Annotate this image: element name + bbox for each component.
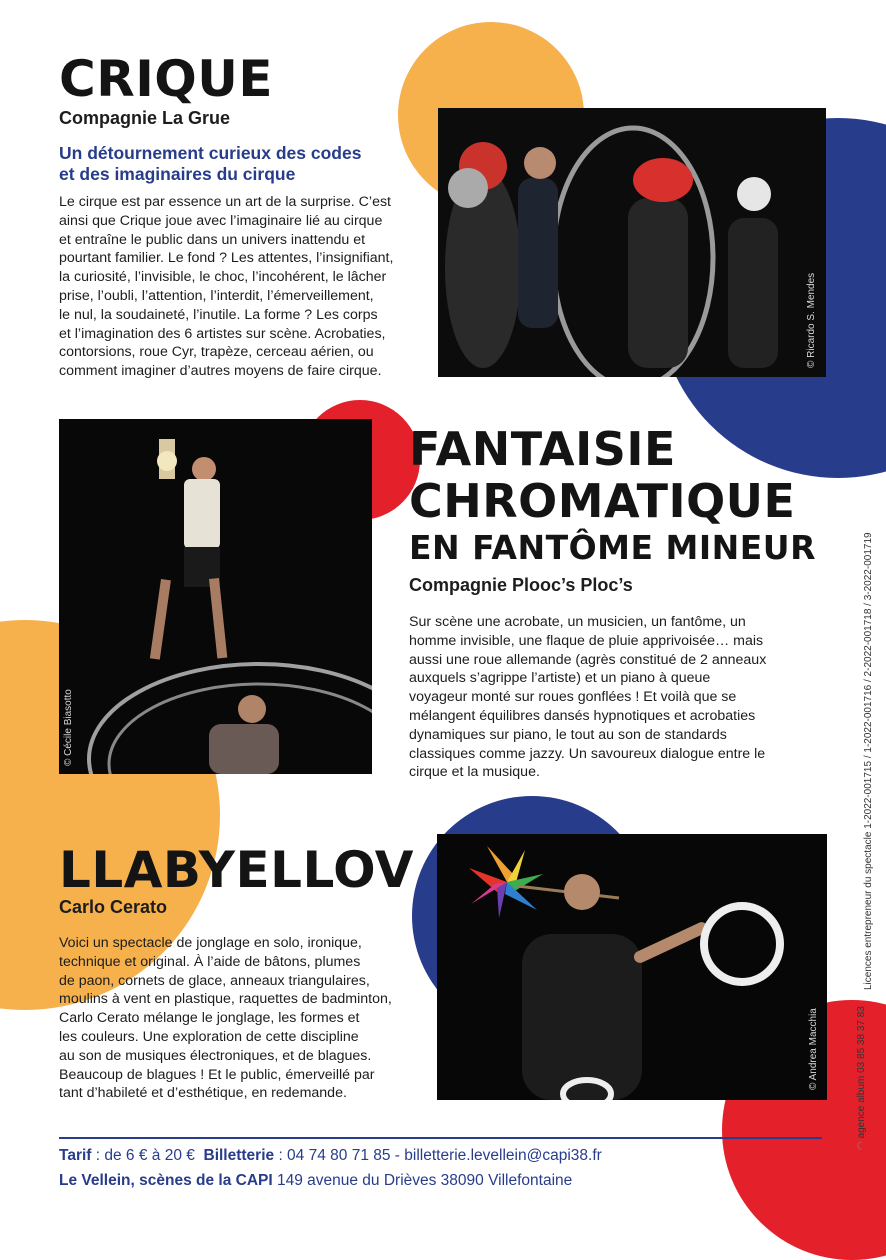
- body-line: technique et original. À l’aide de bâtons, plumes: [59, 953, 361, 970]
- venue-address: 149 avenue du Drièves 38090 Villefontaine: [272, 1172, 573, 1189]
- body-line: ainsi que Crique joue avec l’imaginaire lié au cirque: [59, 212, 383, 229]
- body-line: dynamiques sur piano, le tout au son de standards: [409, 726, 727, 743]
- photo-credit: © Andrea Macchia: [808, 1008, 819, 1090]
- billetterie-contact[interactable]: : 04 74 80 71 85 - billetterie.levellein@capi38.fr: [274, 1147, 602, 1164]
- agency-label: agence album 03 85 38 37 83: [856, 1006, 867, 1139]
- body-line: moulins à vent en plastique, raquettes de badminton,: [59, 991, 392, 1008]
- body-line: la curiosité, l’invisible, le choc, l’incohérent, le lâcher: [59, 269, 387, 286]
- body-line: le nul, la soudaineté, l’inutile. La forme ? Les corps: [59, 306, 378, 323]
- show-tagline-crique: [59, 143, 361, 185]
- footer-venue: [59, 1172, 572, 1190]
- body-line: voyageur monté sur roues gonflées ! Et voilà que se: [409, 689, 737, 706]
- venue-name: Le Vellein, scènes de la CAPI: [59, 1172, 273, 1189]
- show-description-llabyellov: [59, 934, 392, 1103]
- agency-logo-icon: ◠: [856, 1138, 867, 1150]
- body-line: de paon, cornets de glace, anneaux triangulaires,: [59, 972, 370, 989]
- show-company-fantaisie: Compagnie Plooc’s Ploc’s: [409, 575, 633, 595]
- show-company-crique: Compagnie La Grue: [59, 108, 231, 128]
- agency-note: [856, 1006, 867, 1150]
- body-line: Beaucoup de blagues ! Et le public, émerveillé par: [59, 1066, 375, 1083]
- body-line: les couleurs. Une exploration de cette discipline: [59, 1028, 359, 1045]
- body-line: comment imaginer d’autres moyens de faire cirque.: [59, 363, 382, 380]
- body-line: aussi une roue allemande (agrès constitué de 2 anneaux: [409, 651, 767, 668]
- body-line: Le cirque est par essence un art de la surprise. C’est: [59, 194, 391, 210]
- show-title-llabyellov: LLABYELLOV: [59, 841, 414, 899]
- photo-credit: © Ricardo S. Mendes: [806, 272, 817, 368]
- body-line: homme invisible, une flaque de pluie apprivoisée… mais: [409, 632, 764, 649]
- body-line: pourtant familier. Le fond ? Les attentes, l’insignifiant,: [59, 250, 394, 267]
- show-title-fantaisie-line1: FANTAISIE: [409, 422, 676, 476]
- body-line: Sur scène une acrobate, un musicien, un fantôme, un: [409, 614, 746, 630]
- photo-llabyellov: [437, 834, 827, 1100]
- show-description-crique: [59, 193, 393, 381]
- tarif-value: : de 6 € à 20 €: [91, 1147, 195, 1164]
- body-line: tant d’habileté et d’esthétique, en redemande.: [59, 1085, 347, 1102]
- body-line: Carlo Cerato mélange le jonglage, les formes et: [59, 1010, 360, 1027]
- body-line: classiques comme jazzy. Un savoureux dialogue entre le: [409, 745, 766, 762]
- photo-credit: © Cécile Biasotto: [63, 689, 74, 766]
- body-line: mélangent équilibres dansés hypnotiques et acrobaties: [409, 707, 756, 724]
- body-line: cirque et la musique.: [409, 764, 540, 781]
- footer-divider: [59, 1137, 822, 1139]
- body-line: et l’imagination des 6 artistes sur scène. Acrobaties,: [59, 325, 386, 342]
- licences-note: Licences entrepreneur du spectacle 1-2022-001715 / 1-2022-001716 / 2-2022-001718 / 3-2022-001719: [863, 532, 874, 990]
- body-line: Voici un spectacle de jonglage en solo, ironique,: [59, 935, 362, 951]
- billetterie-label: Billetterie: [203, 1147, 275, 1164]
- body-line: au son de musiques électroniques, et de blagues.: [59, 1047, 372, 1064]
- show-title-fantaisie-line2: CHROMATIQUE: [409, 474, 796, 528]
- photo-fantaisie: [59, 419, 372, 774]
- tagline-line: Un détournement curieux des codes: [59, 143, 362, 163]
- body-line: contorsions, roue Cyr, trapèze, cerceau aérien, ou: [59, 344, 374, 361]
- body-line: et entraîne le public dans un univers inattendu et: [59, 231, 366, 248]
- show-title-fantaisie-line3: EN FANTÔME MINEUR: [409, 528, 816, 567]
- tarif-label: Tarif: [59, 1147, 92, 1164]
- show-company-llabyellov: Carlo Cerato: [59, 897, 168, 917]
- body-line: auxquels s’agrippe l’artiste) et un piano à queue: [409, 670, 711, 687]
- show-title-crique: CRIQUE: [59, 50, 274, 108]
- footer-pricing: [59, 1147, 602, 1165]
- tagline-line: et des imaginaires du cirque: [59, 164, 296, 184]
- body-line: prise, l’oubli, l’attention, l’interdit, l’émerveillement,: [59, 287, 374, 304]
- show-description-fantaisie: [409, 613, 766, 782]
- photo-crique: [438, 108, 826, 377]
